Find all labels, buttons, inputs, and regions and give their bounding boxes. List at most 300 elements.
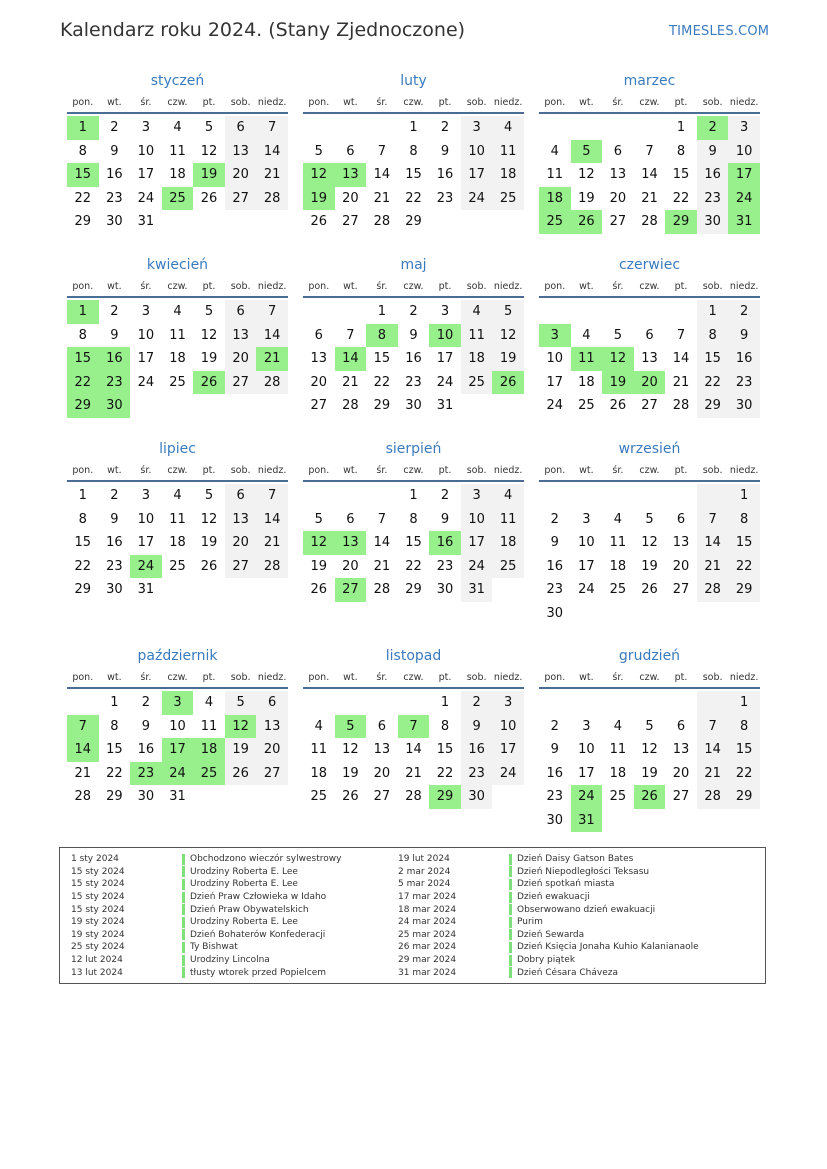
day-cell: 2 xyxy=(728,300,760,324)
day-cell: 29 xyxy=(74,582,92,598)
legend-date: 31 mar 2024 xyxy=(398,967,457,978)
legend-item xyxy=(60,866,341,879)
holiday-day-cell: 21 xyxy=(256,347,288,371)
day-cell: 10 xyxy=(137,327,155,343)
holiday-marker-icon xyxy=(182,967,185,978)
holiday-day-cell: 12 xyxy=(225,715,257,739)
weekday-label: pon. xyxy=(544,671,566,683)
legend-item xyxy=(60,954,341,967)
legend-holiday-name: Dzień Bohaterów Konfederacji xyxy=(190,929,326,940)
day-grid xyxy=(539,484,760,625)
weekday-label: niedz. xyxy=(257,96,287,108)
weekday-label: czw. xyxy=(167,464,188,476)
day-cell: 2 xyxy=(110,304,119,320)
day-cell: 9 xyxy=(409,327,418,343)
brand-link[interactable]: TIMESLES.COM xyxy=(669,24,770,39)
weekday-label: śr. xyxy=(140,464,152,476)
day-cell: 13 xyxy=(672,535,690,551)
day-cell: 4 xyxy=(550,143,559,159)
empty-cell xyxy=(193,578,225,602)
day-cell: 10 xyxy=(461,140,493,164)
holiday-marker-icon xyxy=(509,955,512,966)
day-cell: 8 xyxy=(697,324,729,348)
day-grid xyxy=(539,691,760,832)
empty-cell xyxy=(602,809,634,833)
holiday-day-cell: 3 xyxy=(539,324,571,348)
weekday-label: czw. xyxy=(167,96,188,108)
day-cell: 28 xyxy=(373,582,391,598)
day-cell: 25 xyxy=(609,582,627,598)
holiday-day-cell: 29 xyxy=(67,394,99,418)
day-cell: 2 xyxy=(550,718,559,734)
day-cell: 24 xyxy=(137,190,155,206)
weekday-label: śr. xyxy=(376,96,388,108)
holiday-day-cell: 26 xyxy=(634,785,666,809)
legend-holiday-name: Dzień Niepodległości Teksasu xyxy=(517,866,650,877)
holiday-day-cell: 13 xyxy=(335,531,367,555)
month-name: listopad xyxy=(385,648,442,664)
day-cell: 19 xyxy=(641,765,658,781)
weekday-label: pon. xyxy=(308,280,330,292)
day-cell: 24 xyxy=(137,374,155,390)
empty-cell xyxy=(461,210,493,234)
empty-cell xyxy=(193,210,225,234)
empty-cell xyxy=(634,300,666,324)
day-cell: 9 xyxy=(110,327,119,343)
day-cell: 22 xyxy=(728,762,760,786)
legend-item xyxy=(60,966,341,979)
weekday-label: sob. xyxy=(466,96,487,108)
holiday-day-cell: 3 xyxy=(162,691,194,715)
day-cell: 19 xyxy=(342,765,359,781)
weekday-header xyxy=(67,92,288,114)
day-cell: 4 xyxy=(314,718,323,734)
day-cell: 17 xyxy=(492,738,524,762)
weekday-label: niedz. xyxy=(729,280,759,292)
legend-item xyxy=(60,941,341,954)
legend-item xyxy=(387,929,699,942)
weekday-label: wt. xyxy=(343,671,358,683)
weekday-label: pt. xyxy=(438,464,452,476)
day-cell: 14 xyxy=(256,140,288,164)
empty-cell xyxy=(634,691,666,715)
holiday-marker-icon xyxy=(509,879,512,890)
weekday-label: sob. xyxy=(702,464,723,476)
empty-cell xyxy=(303,300,335,324)
holiday-day-cell: 17 xyxy=(162,738,194,762)
empty-cell xyxy=(398,691,430,715)
legend-holiday-name: Purim xyxy=(517,917,543,928)
empty-cell xyxy=(571,300,603,324)
weekday-label: pt. xyxy=(202,671,216,683)
day-cell: 5 xyxy=(645,718,654,734)
day-cell: 4 xyxy=(173,488,182,504)
weekday-label: niedz. xyxy=(729,671,759,683)
day-cell: 5 xyxy=(225,691,257,715)
day-cell: 13 xyxy=(225,508,257,532)
day-cell: 18 xyxy=(169,535,186,551)
month-block xyxy=(303,438,524,602)
day-cell: 12 xyxy=(342,742,359,758)
weekday-label: wt. xyxy=(343,464,358,476)
day-grid xyxy=(539,116,760,234)
day-cell: 20 xyxy=(225,531,257,555)
weekday-label: sob. xyxy=(466,464,487,476)
holiday-day-cell: 15 xyxy=(67,163,99,187)
legend-date: 19 sty 2024 xyxy=(71,917,125,928)
holiday-day-cell: 27 xyxy=(335,578,367,602)
weekday-label: śr. xyxy=(612,280,624,292)
weekday-label: wt. xyxy=(343,96,358,108)
day-grid xyxy=(67,484,288,602)
weekday-label: niedz. xyxy=(493,464,523,476)
empty-cell xyxy=(193,394,225,418)
day-cell: 26 xyxy=(641,582,658,598)
day-cell: 10 xyxy=(492,715,524,739)
empty-cell xyxy=(67,691,99,715)
day-cell: 18 xyxy=(609,765,627,781)
legend-item xyxy=(387,966,699,979)
holiday-marker-icon xyxy=(182,929,185,940)
holiday-day-cell: 8 xyxy=(366,324,398,348)
weekday-label: wt. xyxy=(107,280,122,292)
holiday-marker-icon xyxy=(509,904,512,915)
weekday-label: śr. xyxy=(140,671,152,683)
day-cell: 30 xyxy=(546,605,564,621)
day-cell: 29 xyxy=(728,578,760,602)
day-cell: 26 xyxy=(310,214,328,230)
month-block xyxy=(539,254,760,418)
day-cell: 25 xyxy=(310,789,328,805)
legend-holiday-name: Dzień Praw Obywatelskich xyxy=(190,904,309,915)
day-cell: 14 xyxy=(697,738,729,762)
legend-date: 25 mar 2024 xyxy=(398,929,457,940)
day-cell: 18 xyxy=(492,531,524,555)
empty-cell xyxy=(366,116,398,140)
day-cell: 21 xyxy=(74,765,92,781)
day-cell: 16 xyxy=(106,535,123,551)
empty-cell xyxy=(256,394,288,418)
day-cell: 22 xyxy=(106,765,123,781)
day-cell: 27 xyxy=(609,214,627,230)
day-cell: 22 xyxy=(74,190,92,206)
day-cell: 24 xyxy=(436,374,454,390)
empty-cell xyxy=(256,785,288,809)
day-cell: 15 xyxy=(405,535,422,551)
day-cell: 1 xyxy=(110,695,119,711)
day-cell: 27 xyxy=(672,789,690,805)
day-cell: 1 xyxy=(409,120,418,136)
day-cell: 1 xyxy=(78,488,87,504)
holiday-day-cell: 13 xyxy=(335,163,367,187)
empty-cell xyxy=(665,691,697,715)
empty-cell xyxy=(492,785,524,809)
weekday-header xyxy=(303,460,524,482)
holiday-marker-icon xyxy=(182,917,185,928)
empty-cell xyxy=(492,210,524,234)
day-cell: 28 xyxy=(697,785,729,809)
day-cell: 22 xyxy=(405,190,422,206)
day-cell: 10 xyxy=(137,511,155,527)
day-cell: 15 xyxy=(373,351,391,367)
day-cell: 23 xyxy=(697,187,729,211)
weekday-label: pon. xyxy=(72,280,94,292)
day-cell: 19 xyxy=(225,738,257,762)
holiday-marker-icon xyxy=(509,929,512,940)
day-cell: 19 xyxy=(310,558,328,574)
day-cell: 2 xyxy=(440,120,450,136)
weekday-label: pt. xyxy=(438,671,452,683)
day-cell: 23 xyxy=(461,762,493,786)
empty-cell xyxy=(728,602,760,626)
day-cell: 6 xyxy=(225,484,257,508)
holiday-marker-icon xyxy=(182,866,185,877)
day-cell: 4 xyxy=(613,511,623,527)
legend-date: 15 sty 2024 xyxy=(71,892,125,903)
day-cell: 26 xyxy=(342,789,359,805)
day-cell: 10 xyxy=(546,351,564,367)
day-cell: 20 xyxy=(342,190,359,206)
day-cell: 3 xyxy=(440,304,450,320)
day-cell: 14 xyxy=(672,351,690,367)
empty-cell xyxy=(539,116,571,140)
day-cell: 3 xyxy=(492,691,524,715)
day-cell: 25 xyxy=(492,555,524,579)
day-cell: 12 xyxy=(641,535,658,551)
weekday-label: pt. xyxy=(674,671,688,683)
day-cell: 1 xyxy=(728,484,760,508)
day-grid xyxy=(67,116,288,234)
holiday-marker-icon xyxy=(182,904,185,915)
month-block xyxy=(67,438,288,602)
month-block xyxy=(539,438,760,625)
empty-cell xyxy=(665,300,697,324)
empty-cell xyxy=(130,394,162,418)
day-cell: 9 xyxy=(550,742,559,758)
holiday-day-cell: 12 xyxy=(303,531,335,555)
weekday-header xyxy=(539,92,760,114)
day-cell: 7 xyxy=(377,143,387,159)
weekday-label: sob. xyxy=(466,280,487,292)
day-cell: 25 xyxy=(609,789,627,805)
day-cell: 29 xyxy=(74,214,92,230)
empty-cell xyxy=(193,785,225,809)
holiday-day-cell: 20 xyxy=(634,371,666,395)
weekday-label: pt. xyxy=(438,280,452,292)
day-cell: 3 xyxy=(461,484,493,508)
holiday-day-cell: 2 xyxy=(697,116,729,140)
day-cell: 10 xyxy=(461,508,493,532)
day-cell: 13 xyxy=(225,324,257,348)
day-cell: 21 xyxy=(697,555,729,579)
weekday-label: czw. xyxy=(639,671,660,683)
day-cell: 30 xyxy=(405,398,422,414)
day-cell: 5 xyxy=(314,143,323,159)
weekday-label: wt. xyxy=(107,464,122,476)
legend-item xyxy=(60,903,341,916)
day-cell: 21 xyxy=(641,190,658,206)
holiday-marker-icon xyxy=(509,854,512,865)
weekday-label: pt. xyxy=(202,280,216,292)
day-cell: 30 xyxy=(697,210,729,234)
day-cell: 11 xyxy=(609,535,627,551)
weekday-header xyxy=(67,667,288,689)
day-cell: 21 xyxy=(256,531,288,555)
day-cell: 1 xyxy=(440,695,450,711)
legend-date: 19 lut 2024 xyxy=(398,854,450,865)
holiday-day-cell: 16 xyxy=(99,347,131,371)
day-cell: 5 xyxy=(314,511,323,527)
day-cell: 30 xyxy=(106,214,123,230)
holiday-day-cell: 31 xyxy=(571,809,603,833)
holiday-marker-icon xyxy=(182,942,185,953)
day-grid xyxy=(303,116,524,234)
weekday-label: niedz. xyxy=(493,671,523,683)
day-cell: 4 xyxy=(173,120,182,136)
legend-date: 15 sty 2024 xyxy=(71,866,125,877)
day-cell: 15 xyxy=(106,742,123,758)
day-cell: 14 xyxy=(256,508,288,532)
day-cell: 10 xyxy=(169,718,186,734)
day-cell: 10 xyxy=(137,143,155,159)
weekday-label: wt. xyxy=(579,464,594,476)
month-block xyxy=(303,254,524,418)
holiday-marker-icon xyxy=(509,942,512,953)
day-cell: 6 xyxy=(225,300,257,324)
day-cell: 1 xyxy=(728,691,760,715)
weekday-label: pon. xyxy=(308,671,330,683)
legend-date: 15 sty 2024 xyxy=(71,904,125,915)
day-cell: 22 xyxy=(436,765,454,781)
legend-item xyxy=(387,954,699,967)
day-cell: 17 xyxy=(137,351,155,367)
legend-date: 17 mar 2024 xyxy=(398,892,457,903)
day-cell: 20 xyxy=(672,765,690,781)
day-cell: 20 xyxy=(609,190,627,206)
holiday-day-cell: 11 xyxy=(571,347,603,371)
legend-date: 25 sty 2024 xyxy=(71,942,125,953)
day-cell: 8 xyxy=(110,718,119,734)
legend-item xyxy=(60,929,341,942)
day-cell: 19 xyxy=(641,558,658,574)
legend-item xyxy=(60,916,341,929)
day-cell: 3 xyxy=(582,718,591,734)
day-cell: 21 xyxy=(373,190,391,206)
day-cell: 23 xyxy=(546,789,564,805)
day-cell: 7 xyxy=(697,508,729,532)
month-block xyxy=(67,254,288,418)
day-cell: 14 xyxy=(405,742,422,758)
day-cell: 24 xyxy=(492,762,524,786)
day-cell: 23 xyxy=(106,558,123,574)
page-title: Kalendarz roku 2024. (Stany Zjednoczone) xyxy=(60,19,466,41)
empty-cell xyxy=(602,300,634,324)
month-name: kwiecień xyxy=(146,257,209,273)
day-cell: 6 xyxy=(256,691,288,715)
day-cell: 19 xyxy=(200,351,218,367)
weekday-label: pt. xyxy=(202,96,216,108)
day-cell: 14 xyxy=(697,531,729,555)
weekday-label: sob. xyxy=(702,280,723,292)
day-cell: 29 xyxy=(697,394,729,418)
holiday-day-cell: 19 xyxy=(303,187,335,211)
day-cell: 3 xyxy=(461,116,493,140)
weekday-label: niedz. xyxy=(729,464,759,476)
holiday-day-cell: 10 xyxy=(429,324,461,348)
holiday-day-cell: 14 xyxy=(67,738,99,762)
day-cell: 8 xyxy=(728,508,760,532)
day-cell: 18 xyxy=(609,558,627,574)
weekday-label: czw. xyxy=(403,671,424,683)
empty-cell xyxy=(335,300,367,324)
day-cell: 27 xyxy=(672,582,690,598)
day-grid xyxy=(303,300,524,418)
holiday-day-cell: 18 xyxy=(539,187,571,211)
holiday-day-cell: 5 xyxy=(571,140,603,164)
day-cell: 15 xyxy=(405,167,422,183)
day-cell: 6 xyxy=(314,327,323,343)
day-cell: 21 xyxy=(256,163,288,187)
weekday-label: wt. xyxy=(579,671,594,683)
day-cell: 19 xyxy=(200,535,218,551)
day-cell: 18 xyxy=(461,347,493,371)
weekday-header xyxy=(539,276,760,298)
weekday-label: śr. xyxy=(376,671,388,683)
day-cell: 25 xyxy=(492,187,524,211)
empty-cell xyxy=(303,116,335,140)
day-cell: 16 xyxy=(546,765,564,781)
day-cell: 6 xyxy=(645,327,654,343)
day-cell: 4 xyxy=(173,304,182,320)
empty-cell xyxy=(602,602,634,626)
day-cell: 10 xyxy=(578,742,595,758)
empty-cell xyxy=(303,484,335,508)
day-cell: 3 xyxy=(141,488,151,504)
day-cell: 7 xyxy=(676,327,686,343)
weekday-header xyxy=(67,276,288,298)
legend-holiday-name: Urodziny Roberta E. Lee xyxy=(190,917,298,928)
legend-column-right xyxy=(387,853,699,979)
weekday-header xyxy=(303,667,524,689)
day-cell: 17 xyxy=(546,374,564,390)
legend-date: 24 mar 2024 xyxy=(398,917,457,928)
empty-cell xyxy=(366,484,398,508)
day-cell: 5 xyxy=(204,120,214,136)
day-cell: 11 xyxy=(492,140,524,164)
empty-cell xyxy=(602,691,634,715)
holiday-marker-icon xyxy=(509,866,512,877)
holiday-day-cell: 14 xyxy=(335,347,367,371)
holiday-day-cell: 24 xyxy=(162,762,194,786)
day-cell: 2 xyxy=(110,488,119,504)
weekday-label: niedz. xyxy=(257,464,287,476)
day-cell: 6 xyxy=(346,511,355,527)
empty-cell xyxy=(256,578,288,602)
day-cell: 16 xyxy=(461,738,493,762)
empty-cell xyxy=(539,300,571,324)
day-cell: 9 xyxy=(697,140,729,164)
holiday-day-cell: 25 xyxy=(162,187,194,211)
empty-cell xyxy=(571,691,603,715)
day-cell: 6 xyxy=(676,511,686,527)
day-cell: 13 xyxy=(609,167,627,183)
day-cell: 20 xyxy=(342,558,359,574)
day-cell: 23 xyxy=(405,374,422,390)
month-name: październik xyxy=(137,648,218,664)
weekday-label: czw. xyxy=(403,96,424,108)
empty-cell xyxy=(665,484,697,508)
day-cell: 1 xyxy=(676,120,686,136)
